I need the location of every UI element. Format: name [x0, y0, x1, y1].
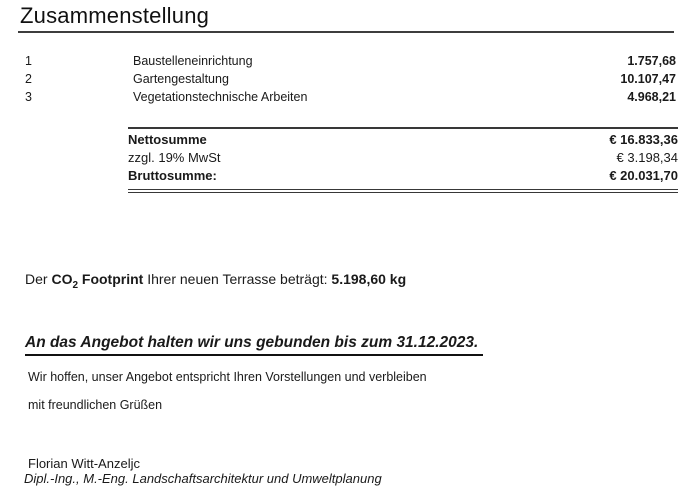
net-total-amount: € 16.833,36	[609, 132, 678, 147]
co2-term-rest: Footprint	[78, 271, 144, 287]
totals-block	[128, 127, 678, 193]
vat-row	[128, 150, 678, 168]
item-row	[25, 90, 676, 108]
vat-amount: € 3.198,34	[616, 150, 678, 165]
co2-footprint-line	[25, 271, 407, 291]
item-row	[25, 54, 676, 72]
item-position: 1	[25, 54, 32, 68]
totals-bottom-double-rule	[128, 189, 678, 193]
item-label: Baustelleneinrichtung	[133, 54, 253, 68]
net-total-label: Nettosumme	[128, 132, 207, 147]
signature-name: Florian Witt-Anzeljc	[28, 456, 140, 471]
co2-middle-text: Ihrer neuen Terrasse beträgt:	[143, 271, 332, 287]
co2-prefix: Der	[25, 271, 52, 287]
closing-line-2: mit freundlichen Grüßen	[28, 398, 163, 412]
co2-term	[51, 271, 144, 291]
item-amount: 10.107,47	[620, 72, 676, 86]
page-title: Zusammenstellung	[20, 3, 210, 28]
co2-term-main: CO	[51, 271, 73, 287]
binding-notice	[25, 334, 483, 356]
title-underline-rule	[18, 31, 674, 33]
item-label: Vegetationstechnische Arbeiten	[133, 90, 308, 104]
gross-total-label: Bruttosumme:	[128, 168, 217, 183]
co2-term-subscript: 2	[72, 279, 79, 291]
item-position: 3	[25, 90, 32, 104]
item-row	[25, 72, 676, 90]
item-position: 2	[25, 72, 32, 86]
item-label: Gartengestaltung	[133, 72, 229, 86]
binding-notice-text: An das Angebot halten wir uns gebunden bis zum 31.12.2023.	[25, 334, 483, 356]
items-table	[25, 54, 676, 108]
gross-total-row	[128, 168, 678, 186]
item-amount: 1.757,68	[627, 54, 676, 68]
vat-label: zzgl. 19% MwSt	[128, 150, 221, 165]
co2-value: 5.198,60 kg	[331, 271, 407, 287]
net-total-row	[128, 132, 678, 150]
item-amount: 4.968,21	[627, 90, 676, 104]
gross-total-amount: € 20.031,70	[609, 168, 678, 183]
signature-title: Dipl.-Ing., M.-Eng. Landschaftsarchitektur und Umweltplanung	[24, 471, 382, 486]
closing-line-1: Wir hoffen, unser Angebot entspricht Ihren Vorstellungen und verbleiben	[28, 370, 427, 384]
